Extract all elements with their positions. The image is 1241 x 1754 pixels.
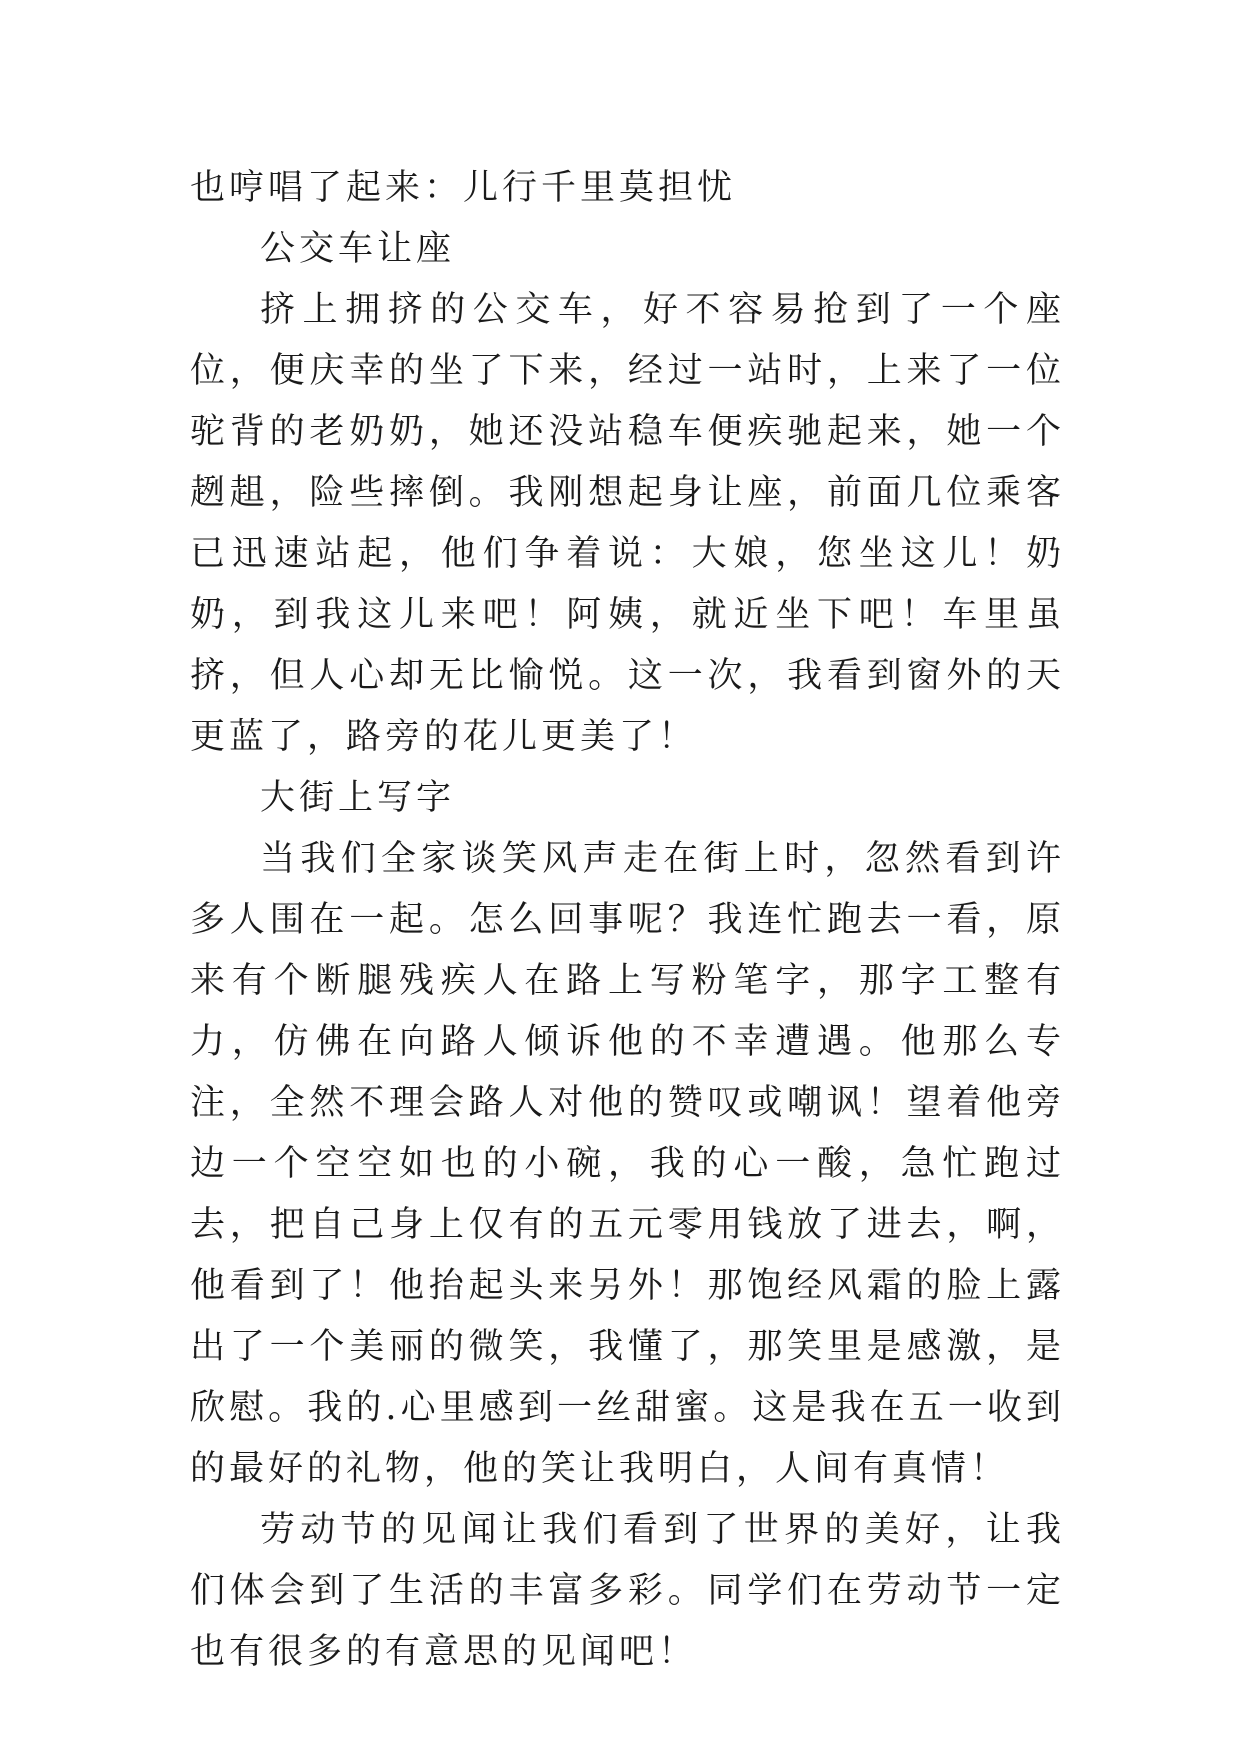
section-heading-street-writing: 大街上写字 [260, 778, 456, 818]
paragraph-bus-seat: 挤上拥挤的公交车，好不容易抢到了一个座位，便庆幸的坐了下来，经过一站时，上来了一位驼背的老奶奶，她还没站稳车便疾驰起来，她一个趔趄，险些摔倒。我刚想起身让座，前面几位乘客已迅速站起，他们争着说：大娘，您坐这儿！奶奶，到我这儿来吧！阿姨，就近坐下吧！车里虽挤，但人心却无比愉悦。这一次，我看到窗外的天更蓝了，路旁的花儿更美了！ [190, 290, 1065, 757]
paragraph-street-writing: 当我们全家谈笑风声走在街上时，忽然看到许多人围在一起。怎么回事呢？我连忙跑去一看，原来有个断腿残疾人在路上写粉笔字，那字工整有力，仿佛在向路人倾诉他的不幸遭遇。他那么专注，全然不理会路人对他的赞叹或嘲讽！望着他旁边一个空空如也的小碗，我的心一酸，急忙跑过去，把自己身上仅有的五元零用钱放了进去，啊，他看到了！他抬起头来另外！那饱经风霜的脸上露出了一个美丽的微笑，我懂了，那笑里是感激，是欣慰。我的.心里感到一丝甜蜜。这是我在五一收到的最好的礼物，他的笑让我明白，人间有真情！ [190, 839, 1065, 1489]
paragraph-conclusion: 劳动节的见闻让我们看到了世界的美好，让我们体会到了生活的丰富多彩。同学们在劳动节一定也有很多的有意思的见闻吧！ [190, 1510, 1065, 1672]
paragraph-continued-line: 也哼唱了起来：儿行千里莫担忧 [190, 168, 737, 208]
section-heading-bus-seat: 公交车让座 [260, 229, 456, 269]
document-body [190, 158, 1065, 1683]
